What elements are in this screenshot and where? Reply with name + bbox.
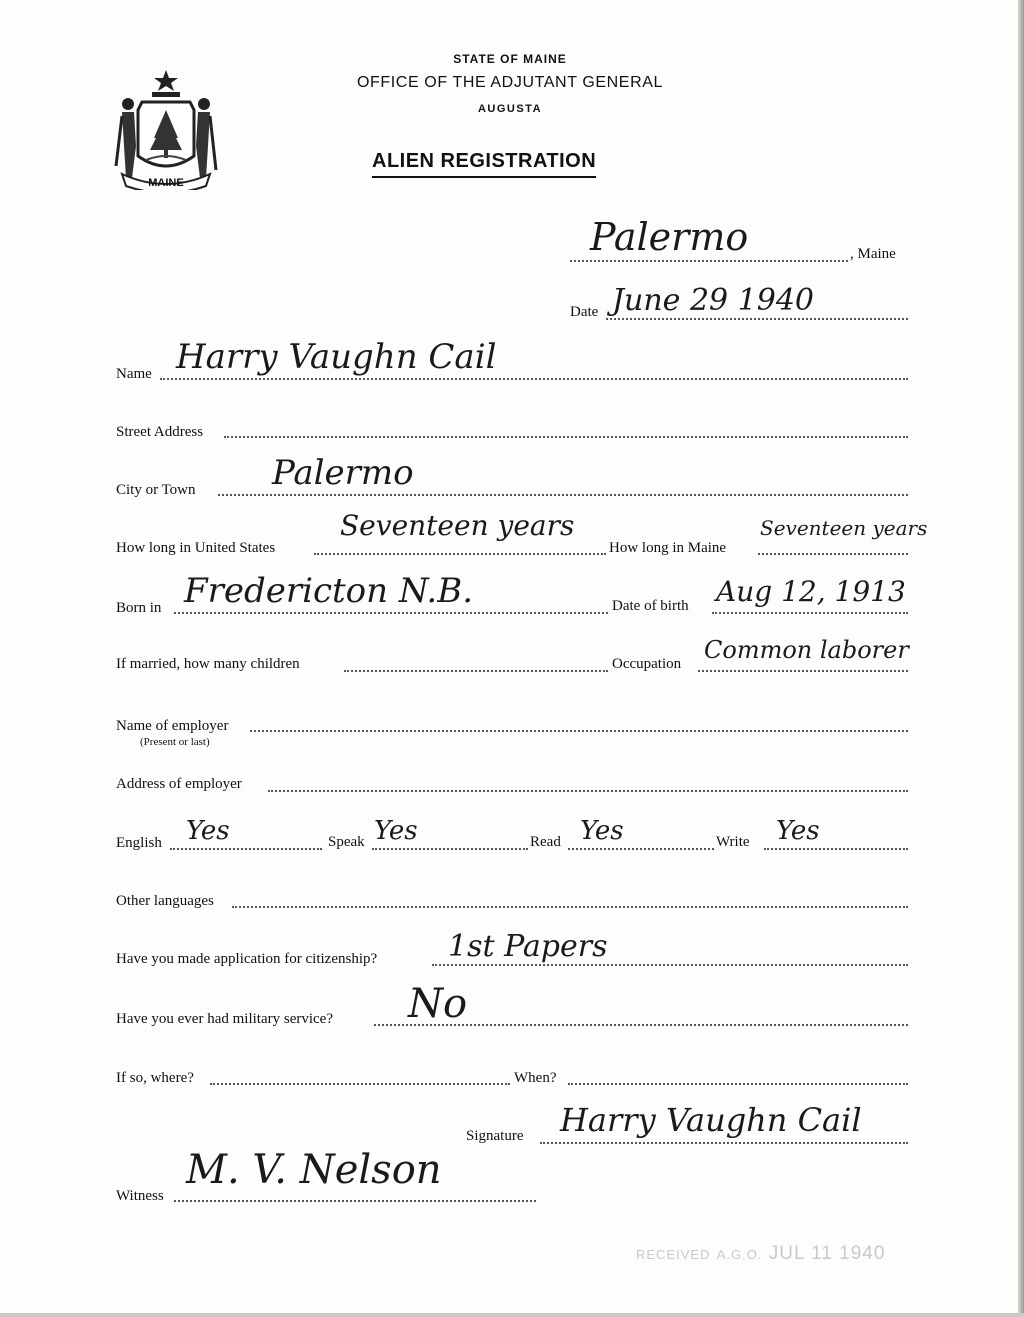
- witness-line: [174, 1200, 536, 1202]
- citizenship-label: Have you made application for citizenship?: [116, 951, 378, 967]
- header-city: AUGUSTA: [477, 103, 543, 115]
- stamp-date: JUL 11 1940: [768, 1243, 886, 1264]
- write-entry: Yes: [776, 816, 820, 846]
- page-edge-bottom: [0, 1313, 1024, 1317]
- how-long-us-label: How long in United States: [116, 540, 276, 556]
- write-label: Write: [716, 834, 750, 850]
- signature-entry: Harry Vaughn Cail: [560, 1101, 862, 1139]
- how-long-me-line: [758, 553, 908, 555]
- seal-label: MAINE: [148, 177, 184, 189]
- born-line: [174, 612, 608, 614]
- employer-label: Name of employer: [116, 718, 229, 734]
- where-label: If so, where?: [116, 1070, 194, 1086]
- when-line: [568, 1083, 908, 1085]
- town-entry: Palermo: [590, 215, 749, 259]
- stamp-office: A.G.O.: [716, 1247, 763, 1262]
- how-long-me-label: How long in Maine: [609, 540, 727, 556]
- date-entry: June 29 1940: [612, 283, 815, 318]
- signature-line: [540, 1142, 908, 1144]
- header-office: OFFICE OF THE ADJUTANT GENERAL: [356, 74, 664, 91]
- born-label: Born in: [116, 600, 162, 616]
- dob-entry: Aug 12, 1913: [716, 575, 906, 608]
- military-label: Have you ever had military service?: [116, 1011, 333, 1027]
- signature-label: Signature: [466, 1128, 524, 1144]
- received-stamp: [636, 1243, 885, 1265]
- speak-label: Speak: [328, 834, 365, 850]
- how-long-us-line: [314, 553, 606, 555]
- name-entry: Harry Vaughn Cail: [176, 337, 497, 377]
- witness-label: Witness: [116, 1188, 164, 1204]
- married-line: [344, 670, 608, 672]
- name-label: Name: [116, 366, 152, 382]
- read-label: Read: [530, 834, 561, 850]
- english-label: English: [116, 835, 162, 851]
- when-label: When?: [514, 1070, 557, 1086]
- dob-line: [712, 612, 908, 614]
- employer-note: (Present or last): [140, 736, 210, 748]
- where-line: [210, 1083, 510, 1085]
- dob-label: Date of birth: [612, 598, 689, 614]
- town-line: [570, 260, 848, 262]
- street-line: [224, 436, 908, 438]
- other-languages-line: [232, 906, 908, 908]
- other-languages-label: Other languages: [116, 893, 214, 909]
- street-label: Street Address: [116, 424, 204, 440]
- english-line: [170, 848, 322, 850]
- employer-address-line: [268, 790, 908, 792]
- city-label: City or Town: [116, 482, 196, 498]
- date-label: Date: [570, 304, 599, 320]
- city-line: [218, 494, 908, 496]
- occupation-label: Occupation: [612, 656, 682, 672]
- write-line: [764, 848, 908, 850]
- stamp-received: RECEIVED: [636, 1247, 711, 1262]
- read-line: [568, 848, 714, 850]
- employer-line: [250, 730, 908, 732]
- date-line: [606, 318, 908, 320]
- military-entry: No: [408, 981, 468, 1027]
- form-title: ALIEN REGISTRATION: [372, 150, 596, 178]
- married-label: If married, how many children: [116, 656, 300, 672]
- speak-entry: Yes: [374, 816, 418, 846]
- how-long-me-entry: Seventeen years: [760, 516, 928, 540]
- born-entry: Fredericton N.B.: [184, 571, 474, 611]
- city-entry: Palermo: [272, 453, 414, 493]
- name-line: [160, 378, 908, 380]
- header-state: STATE OF MAINE: [453, 52, 567, 66]
- english-entry: Yes: [186, 816, 230, 846]
- read-entry: Yes: [580, 816, 624, 846]
- citizenship-entry: 1st Papers: [448, 929, 608, 964]
- speak-line: [372, 848, 528, 850]
- page-edge-right: [1018, 0, 1024, 1317]
- maine-label: , Maine: [850, 246, 896, 262]
- citizenship-line: [432, 964, 908, 966]
- occupation-entry: Common laborer: [704, 636, 909, 664]
- how-long-us-entry: Seventeen years: [340, 509, 575, 542]
- occupation-line: [698, 670, 908, 672]
- witness-entry: M. V. Nelson: [186, 1147, 442, 1193]
- employer-address-label: Address of employer: [116, 776, 242, 792]
